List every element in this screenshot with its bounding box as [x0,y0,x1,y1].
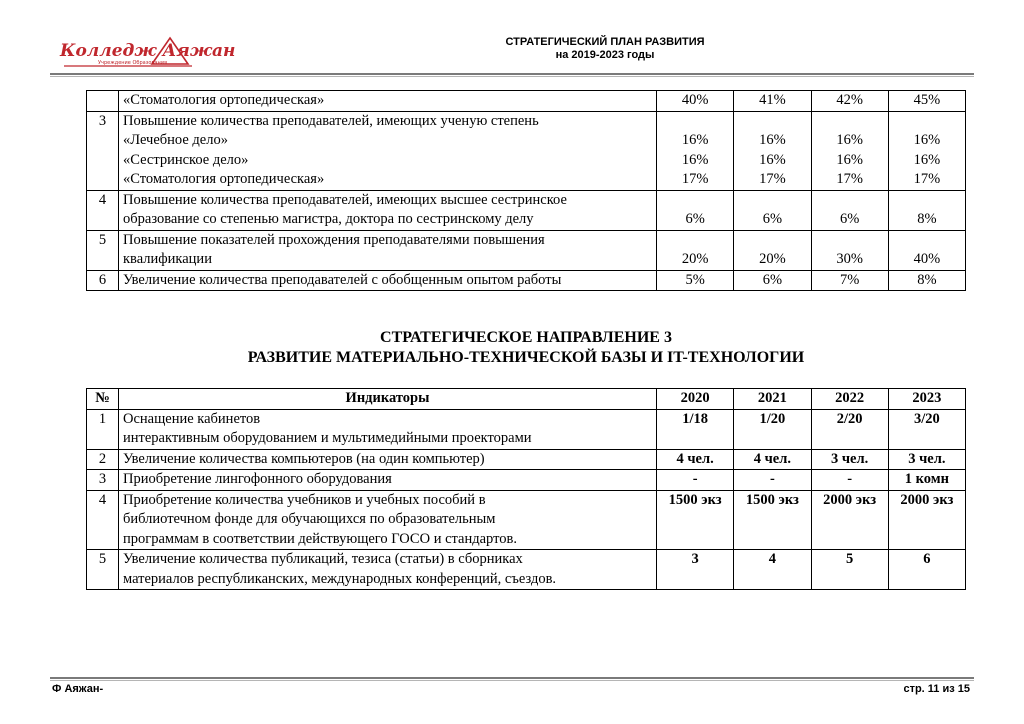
title-line-1: СТРАТЕГИЧЕСКИЙ ПЛАН РАЗВИТИЯ [505,36,705,48]
table-row [87,111,966,190]
indicator-line: Повышение количества преподавателей, имеющих высшее сестринское [123,191,567,208]
indicator-line: интерактивным оборудованием и мультимедийными проекторами [123,430,532,446]
indicator-cell [119,449,657,470]
table-row [87,550,966,590]
year-value: 5% [657,270,734,291]
value-line: 16% [836,132,863,148]
column-header: 2023 [888,389,965,410]
year-value: - [657,470,734,491]
column-header: Индикаторы [119,389,657,410]
indicator-line: Приобретение лингофонного оборудования [123,471,392,487]
section-title-line-2: РАЗВИТИЕ МАТЕРИАЛЬНО-ТЕХНИЧЕСКОЙ БАЗЫ И IT-ТЕХНОЛОГИИ [247,349,805,366]
indicator-line: «Лечебное дело» [123,132,228,148]
row-number [87,91,119,112]
year-value: - [734,470,811,491]
year-value: - [811,470,888,491]
year-value: 1500 экз [734,490,811,550]
row-number: 5 [87,550,119,590]
row-number: 4 [87,490,119,550]
value-line: 16% [759,132,786,148]
year-value [657,111,734,190]
footer-doc-code: Ф Аяжан- [52,683,104,695]
year-value: 5 [811,550,888,590]
indicator-line: «Стоматология ортопедическая» [123,171,325,187]
table-row [87,449,966,470]
value-line: 17% [681,171,709,187]
indicator-line: программам в соответствии действующего ГОСО и стандартов. [123,530,517,547]
logo-text: Колледж Аяжан [60,41,236,61]
column-header: 2021 [734,389,811,410]
table-row [87,190,966,230]
college-logo [58,34,236,72]
year-value: 4 чел. [657,449,734,470]
year-value: 42% [811,91,888,112]
value-line: 16% [759,151,786,168]
value-line: 17% [759,171,786,187]
year-value [734,111,811,190]
year-value: 2/20 [811,409,888,449]
section-title [86,328,966,368]
year-value: 1 комн [888,470,965,491]
column-header: 2020 [657,389,734,410]
table-row [87,470,966,491]
indicator-line: Приобретение количества учебников и учебных пособий в [123,491,486,508]
header-divider [50,73,974,75]
indicator-line: материалов республиканских, международных конференций, съездов. [123,570,557,587]
table-row [87,91,966,112]
indicators-table-continued [86,90,966,291]
row-number: 6 [87,270,119,291]
strategic-direction-3-table [86,388,966,590]
value-line: 17% [836,171,863,187]
year-value: 6% [811,190,888,230]
value-line: 16% [681,151,709,168]
year-value: 20% [657,230,734,270]
year-value: 8% [888,190,965,230]
year-value: 30% [811,230,888,270]
indicator-cell [119,190,657,230]
indicator-cell [119,490,657,550]
year-value: 3 чел. [811,449,888,470]
logo-subtext: Учреждение Образования [98,60,167,66]
year-value [888,111,965,190]
column-header: № [87,389,119,410]
indicator-line: Увеличение количества компьютеров (на один компьютер) [123,450,485,467]
year-value: 6% [657,190,734,230]
year-value: 40% [657,91,734,112]
indicator-line: «Стоматология ортопедическая» [123,92,325,108]
year-value: 4 чел. [734,449,811,470]
value-line: 16% [836,151,863,168]
year-value: 4 [734,550,811,590]
section-title-line-1: СТРАТЕГИЧЕСКОЕ НАПРАВЛЕНИЕ 3 [380,329,672,346]
table-header-row [87,389,966,410]
year-value: 1500 экз [657,490,734,550]
indicator-line: Увеличение количества преподавателей с обобщенным опытом работы [123,271,562,288]
year-value: 2000 экз [811,490,888,550]
indicator-line: квалификации [123,251,212,267]
row-number: 3 [87,111,119,190]
year-value: 6% [734,190,811,230]
indicator-cell [119,111,657,190]
indicator-line: Оснащение кабинетов [123,410,261,427]
year-value: 20% [734,230,811,270]
row-number: 2 [87,449,119,470]
row-number: 1 [87,409,119,449]
indicator-cell [119,230,657,270]
indicator-line: Повышение показателей прохождения преподавателями повышения [123,231,545,248]
table-row [87,270,966,291]
footer-divider [50,677,974,679]
year-value [811,111,888,190]
indicator-cell [119,550,657,590]
page-header [0,0,1024,80]
value-line: 16% [913,151,941,168]
year-value: 1/20 [734,409,811,449]
indicator-cell [119,470,657,491]
row-number: 5 [87,230,119,270]
indicator-cell [119,270,657,291]
year-value: 7% [811,270,888,291]
year-value: 45% [888,91,965,112]
year-value: 40% [888,230,965,270]
title-line-2: на 2019-2023 годы [555,49,655,61]
value-line: 16% [681,132,709,148]
year-value: 41% [734,91,811,112]
indicator-line: образование со степенью магистра, доктора по сестринскому делу [123,211,534,227]
year-value: 6 [888,550,965,590]
indicator-line: библиотечном фонде для обучающихся по образовательным [123,511,496,527]
year-value: 2000 экз [888,490,965,550]
year-value: 3/20 [888,409,965,449]
table-row [87,230,966,270]
indicator-line: Увеличение количества публикаций, тезиса (статьи) в сборниках [123,551,523,567]
value-line: 17% [913,171,941,187]
row-number: 3 [87,470,119,491]
header-divider-thin [50,76,974,77]
indicator-line: Повышение количества преподавателей, имеющих ученую степень [123,112,539,129]
year-value: 8% [888,270,965,291]
footer-divider-thin [50,680,974,681]
indicator-cell [119,409,657,449]
year-value: 3 [657,550,734,590]
year-value: 1/18 [657,409,734,449]
indicator-cell [119,91,657,112]
document-title [440,36,770,62]
table-row [87,409,966,449]
row-number: 4 [87,190,119,230]
year-value: 6% [734,270,811,291]
indicator-line: «Сестринское дело» [123,151,249,168]
page-number: стр. 11 из 15 [903,683,970,695]
value-line: 16% [913,132,941,148]
year-value: 3 чел. [888,449,965,470]
table-row [87,490,966,550]
column-header: 2022 [811,389,888,410]
